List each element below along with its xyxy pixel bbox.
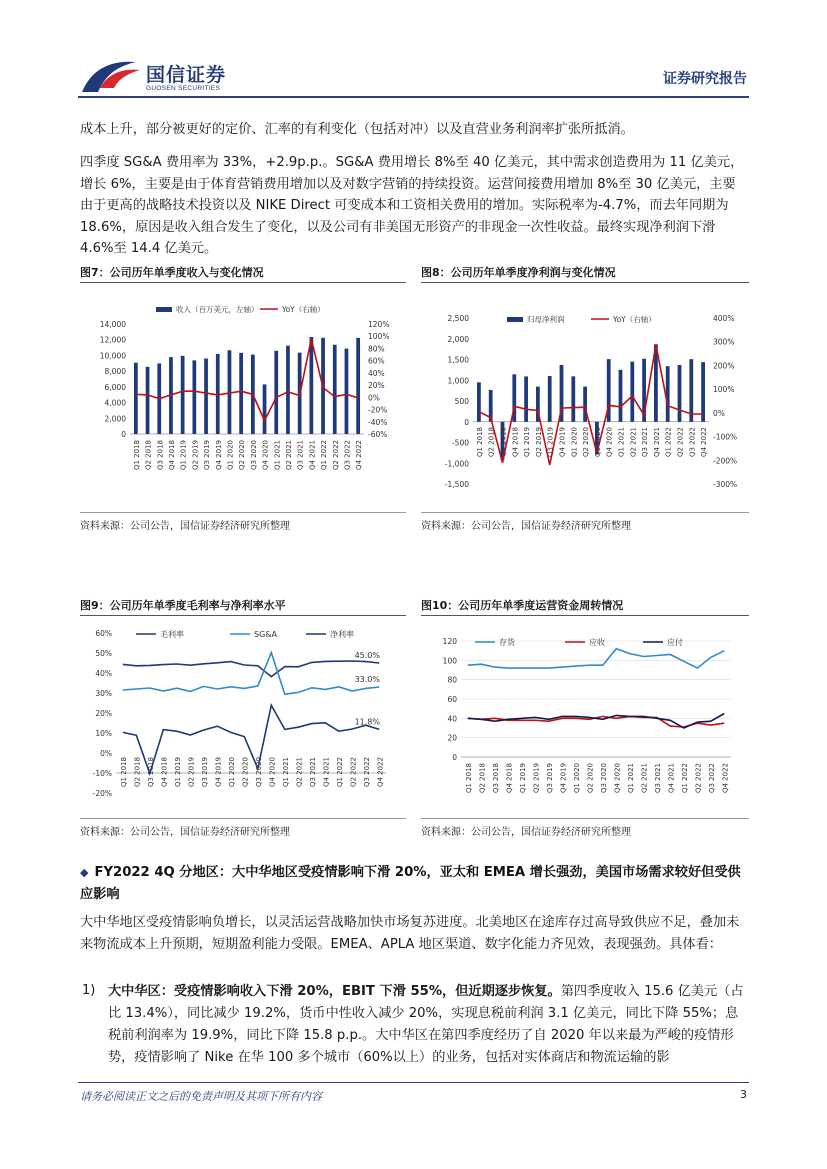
x-tick-label: Q1 2022 — [664, 427, 673, 458]
y-right-tick-label: 200% — [713, 361, 735, 371]
legend-line-label: YoY（右轴） — [282, 305, 325, 314]
x-tick-label: Q2 2018 — [133, 757, 142, 788]
fig7-source: 资料来源：公司公告，国信证券经济研究所整理 — [80, 521, 290, 532]
fig8-chart — [421, 284, 749, 510]
x-tick-label: Q2 2020 — [241, 757, 250, 788]
x-tick-label: Q4 2021 — [667, 763, 676, 794]
x-tick-label: Q1 2021 — [273, 440, 282, 471]
bar — [524, 376, 528, 421]
x-tick-label: Q4 2022 — [355, 440, 364, 471]
y-left-tick-label: -1,500 — [444, 480, 469, 489]
x-tick-label: Q4 2018 — [505, 763, 514, 794]
x-tick-label: Q4 2018 — [160, 757, 169, 788]
y-left-tick-label: 6,000 — [104, 382, 126, 392]
x-tick-label: Q2 2022 — [694, 763, 703, 794]
x-tick-label: Q2 2020 — [586, 763, 595, 794]
x-tick-label: Q3 2019 — [546, 427, 555, 458]
bar — [263, 384, 267, 434]
fig8-bottom-rule — [421, 512, 749, 513]
x-tick-label: Q4 2019 — [559, 763, 568, 794]
bar — [333, 345, 337, 434]
x-tick-label: Q3 2020 — [254, 757, 263, 788]
y-tick-label: 30% — [95, 689, 112, 698]
x-tick-label: Q3 2021 — [641, 427, 650, 458]
y-left-tick-label: 10,000 — [99, 351, 126, 361]
fig8-source: 资料来源：公司公告，国信证券经济研究所整理 — [421, 521, 631, 532]
series-line — [123, 661, 380, 677]
x-tick-label: Q1 2019 — [173, 757, 182, 788]
bar — [274, 351, 278, 434]
x-tick-label: Q3 2018 — [499, 427, 508, 458]
x-tick-label: Q4 2019 — [214, 757, 223, 788]
y-right-tick-label: 40% — [368, 368, 385, 378]
x-tick-label: Q1 2018 — [464, 763, 473, 794]
x-tick-label: Q3 2022 — [343, 440, 352, 471]
x-tick-label: Q3 2022 — [707, 763, 716, 794]
y-left-tick-label: 8,000 — [104, 367, 126, 377]
legend-label: 应付 — [667, 638, 683, 647]
x-tick-label: Q2 2021 — [640, 763, 649, 794]
y-right-tick-label: 20% — [368, 381, 385, 391]
section-heading — [80, 862, 750, 906]
legend-bar-swatch — [156, 307, 172, 312]
bar — [630, 362, 634, 422]
fig9-top-rule — [80, 615, 406, 616]
y-right-tick-label: -60% — [368, 430, 388, 439]
bar — [181, 356, 185, 434]
y-tick-label: 80 — [447, 675, 457, 685]
logo-english-name: GUOSEN SECURITIES — [146, 85, 221, 92]
x-tick-label: Q2 2020 — [582, 427, 591, 458]
x-tick-label: Q4 2022 — [721, 763, 730, 794]
fig7-bottom-rule — [80, 512, 406, 513]
document-type: 证券研究报告 — [663, 71, 747, 87]
bar — [477, 382, 481, 421]
x-tick-label: Q2 2021 — [295, 757, 304, 788]
bar — [701, 362, 705, 422]
x-tick-label: Q4 2018 — [511, 427, 520, 458]
legend-line-label: YoY（右轴） — [613, 315, 656, 324]
fig10-chart — [421, 617, 749, 817]
legend-bar-swatch — [507, 317, 523, 322]
page-number: 3 — [740, 1088, 747, 1101]
logo-chinese-name: 国信证券 — [146, 64, 227, 86]
x-tick-label: Q4 2022 — [376, 757, 385, 788]
y-right-tick-label: -200% — [713, 456, 738, 466]
y-right-tick-label: 100% — [713, 385, 735, 395]
y-tick-label: -10% — [92, 769, 112, 778]
legend-label: SG&A — [254, 630, 277, 639]
x-tick-label: Q4 2018 — [167, 440, 176, 471]
y-right-tick-label: -20% — [368, 405, 388, 415]
x-tick-label: Q2 2022 — [676, 427, 685, 458]
x-tick-label: Q4 2021 — [322, 757, 331, 788]
list-item — [108, 981, 748, 1069]
legend-label: 存货 — [499, 638, 515, 647]
bar — [286, 346, 290, 434]
y-left-tick-label: 2,500 — [447, 314, 469, 323]
x-tick-label: Q1 2020 — [572, 763, 581, 794]
x-tick-label: Q2 2022 — [331, 440, 340, 471]
x-tick-label: Q4 2019 — [214, 440, 223, 471]
y-tick-label: 10% — [95, 729, 112, 738]
x-tick-label: Q2 2020 — [238, 440, 247, 471]
y-left-tick-label: 4,000 — [104, 398, 126, 408]
x-tick-label: Q4 2020 — [261, 440, 270, 471]
paragraph-sga: 四季度 SG&A 费用率为 33%，+2.9p.p.。SG&A 费用增长 8%至 40 亿美元，其中需求创造费用为 11 亿美元，增长 6%，主要是由于体育营销费用增加以及对数字营销的持续投资。运营间接费用增加 8%至 30 亿美元，主要由于更高的战略技术投资以及 NIKE Direct 可变成本和工资相关费用的增加。实际税率为-4.7%，而去年同期为 18.6%，原因是收入组合发生了变化，以及公司有非美国无形资产的非现金一次性收益。最终实现净利润下滑 4.6%至 14.4 亿美元。 — [80, 155, 744, 256]
fig7-title: 图7：公司历年单季度收入与变化情况 — [80, 266, 264, 279]
y-right-tick-label: 80% — [368, 344, 385, 354]
bar — [204, 358, 208, 434]
bar — [345, 349, 349, 434]
x-tick-label: Q2 2019 — [532, 763, 541, 794]
y-right-tick-label: 400% — [713, 314, 735, 323]
guosen-logo-icon — [78, 58, 142, 94]
y-right-tick-label: 0% — [713, 408, 725, 418]
x-tick-label: Q1 2019 — [179, 440, 188, 471]
x-tick-label: Q4 2020 — [605, 427, 614, 458]
y-left-tick-label: -500 — [451, 438, 469, 448]
y-left-tick-label: 0 — [121, 430, 126, 439]
y-tick-label: 40% — [95, 669, 112, 678]
x-tick-label: Q4 2020 — [268, 757, 277, 788]
x-tick-label: Q3 2021 — [308, 757, 317, 788]
y-right-tick-label: -100% — [713, 432, 738, 442]
x-tick-label: Q3 2019 — [203, 440, 212, 471]
legend-label: 应收 — [589, 638, 605, 647]
x-tick-label: Q2 2018 — [478, 763, 487, 794]
x-tick-label: Q1 2022 — [320, 440, 329, 471]
bar — [689, 359, 693, 422]
x-tick-label: Q1 2020 — [227, 757, 236, 788]
bar — [239, 353, 243, 434]
series-line — [468, 649, 725, 668]
x-tick-label: Q4 2021 — [652, 427, 661, 458]
fig9-title: 图9：公司历年单季度毛利率与净利率水平 — [80, 599, 286, 612]
fig9-source: 资料来源：公司公告，国信证券经济研究所整理 — [80, 827, 290, 838]
x-tick-label: Q3 2019 — [200, 757, 209, 788]
x-tick-label: Q2 2022 — [349, 757, 358, 788]
x-tick-label: Q1 2018 — [475, 427, 484, 458]
y-left-tick-label: 12,000 — [99, 335, 126, 345]
bar — [619, 370, 623, 422]
y-tick-label: 60 — [447, 695, 457, 704]
footer-disclaimer: 请务必阅读正文之后的免责声明及其项下所有内容 — [80, 1090, 322, 1103]
bar — [583, 387, 587, 422]
bar — [146, 367, 150, 434]
y-tick-label: 50% — [95, 649, 112, 658]
y-right-tick-label: 0% — [368, 393, 380, 403]
page-header — [0, 0, 827, 100]
x-tick-label: Q1 2021 — [617, 427, 626, 458]
list-item-text: 第四季度收入 15.6 亿美元（占比 13.4%），同比减少 19.2%，货币中性收入减少 20%，实现息税前利润 3.1 亿美元，同比下降 55%；息税前利润率为 19.9%，同比下降 15.8 p.p.。大中华区在第四季度经历了自 2020 年以来最为严峻的疫情形势，疫情影响了 Nike 在华 100 多个城市（60%以上）的业务，包括对实体商店和物流运输的影 — [108, 984, 744, 1065]
fig10-bottom-rule — [421, 818, 749, 819]
bar — [548, 376, 552, 422]
y-tick-label: 100 — [442, 656, 457, 666]
y-left-tick-label: 14,000 — [99, 320, 126, 329]
series-line — [123, 653, 380, 695]
y-tick-label: 0 — [452, 753, 457, 762]
y-tick-label: 0% — [100, 749, 112, 758]
fig7-chart — [80, 284, 406, 510]
y-left-tick-label: -1,000 — [444, 459, 469, 469]
footer-divider — [78, 1082, 749, 1083]
header-divider — [78, 96, 749, 98]
x-tick-label: Q3 2019 — [545, 763, 554, 794]
fig10-source: 资料来源：公司公告，国信证券经济研究所整理 — [421, 827, 631, 838]
end-value-label: 45.0% — [354, 651, 380, 660]
x-tick-label: Q1 2020 — [570, 427, 579, 458]
x-tick-label: Q4 2019 — [558, 427, 567, 458]
y-tick-label: 20% — [95, 709, 112, 718]
y-tick-label: 40 — [447, 714, 457, 724]
x-tick-label: Q2 2018 — [487, 427, 496, 458]
y-right-tick-label: 60% — [368, 356, 385, 366]
fig9-bottom-rule — [80, 818, 406, 819]
x-tick-label: Q3 2022 — [688, 427, 697, 458]
x-tick-label: Q3 2021 — [653, 763, 662, 794]
x-tick-label: Q1 2019 — [518, 763, 527, 794]
section-heading-text: FY2022 4Q 分地区：大中华地区受疫情影响下滑 20%，亚太和 EMEA 增长强劲，美国市场需求较好但受供应影响 — [80, 865, 741, 902]
x-tick-label: Q3 2020 — [593, 427, 602, 458]
section-paragraph: 大中华地区受疫情影响负增长，以灵活运营战略加快市场复苏进度。北美地区在途库存过高导致供应不足，叠加未来物流成本上升预期，短期盈利能力受限。EMEA、APLA 地区渠道、数字化能力齐见效，表现强劲。具体看： — [80, 915, 740, 952]
x-tick-label: Q3 2022 — [362, 757, 371, 788]
fig9-chart — [80, 617, 406, 817]
x-tick-label: Q1 2019 — [523, 427, 532, 458]
paragraph-cost: 成本上升，部分被更好的定价、汇率的有利变化（包括对冲）以及直营业务利润率扩张所抵消。 — [80, 122, 634, 137]
bar — [356, 338, 360, 434]
x-tick-label: Q2 2019 — [191, 440, 200, 471]
x-tick-label: Q3 2018 — [156, 440, 165, 471]
x-tick-label: Q1 2022 — [335, 757, 344, 788]
fig10-top-rule — [421, 615, 749, 616]
bar — [309, 337, 313, 434]
end-value-label: 11.8% — [354, 717, 380, 727]
x-tick-label: Q4 2022 — [700, 427, 709, 458]
fig7-top-rule — [80, 282, 406, 283]
legend-bar-label: 收入（百万美元，左轴） — [176, 305, 259, 314]
x-tick-label: Q1 2022 — [680, 763, 689, 794]
fig10-title: 图10：公司历年单季度运营资金周转情况 — [421, 599, 624, 612]
bar — [134, 363, 138, 434]
x-tick-label: Q4 2021 — [308, 440, 317, 471]
y-left-tick-label: 2,000 — [104, 414, 126, 424]
y-left-tick-label: 1,000 — [447, 376, 469, 386]
y-left-tick-label: 0 — [464, 417, 469, 427]
y-right-tick-label: 120% — [368, 320, 390, 329]
end-value-label: 33.0% — [354, 675, 380, 684]
legend-bar-label: 归母净利润 — [527, 315, 565, 324]
y-tick-label: 120 — [442, 637, 457, 646]
x-tick-label: Q2 2021 — [284, 440, 293, 471]
y-left-tick-label: 500 — [454, 397, 469, 406]
y-right-tick-label: 300% — [713, 337, 735, 347]
x-tick-label: Q2 2019 — [187, 757, 196, 788]
x-tick-label: Q1 2021 — [281, 757, 290, 788]
x-tick-label: Q2 2019 — [534, 427, 543, 458]
x-tick-label: Q3 2020 — [249, 440, 258, 471]
list-item-bold: 大中华区：受疫情影响收入下滑 20%，EBIT 下滑 55%，但近期逐步恢复。 — [108, 984, 561, 999]
x-tick-label: Q3 2021 — [296, 440, 305, 471]
fig8-top-rule — [421, 282, 749, 283]
fig8-title: 图8：公司历年单季度净利润与变化情况 — [421, 266, 616, 279]
y-right-tick-label: -40% — [368, 417, 388, 427]
y-tick-label: -20% — [92, 789, 112, 798]
y-tick-label: 60% — [95, 629, 112, 638]
x-tick-label: Q4 2020 — [613, 763, 622, 794]
y-right-tick-label: -300% — [713, 480, 738, 489]
list-item-number: 1) — [82, 983, 96, 998]
diamond-bullet-icon: ◆ — [80, 866, 89, 879]
y-tick-label: 20 — [447, 733, 457, 743]
legend-label: 毛利率 — [160, 630, 184, 639]
bar — [571, 376, 575, 421]
bar — [666, 366, 670, 422]
y-left-tick-label: 2,000 — [447, 334, 469, 344]
x-tick-label: Q1 2018 — [132, 440, 141, 471]
y-left-tick-label: 1,500 — [447, 355, 469, 365]
x-tick-label: Q1 2020 — [226, 440, 235, 471]
x-tick-label: Q3 2020 — [599, 763, 608, 794]
x-tick-label: Q2 2018 — [144, 440, 153, 471]
x-tick-label: Q1 2021 — [626, 763, 635, 794]
y-right-tick-label: 100% — [368, 332, 390, 342]
x-tick-label: Q2 2021 — [629, 427, 638, 458]
x-tick-label: Q3 2018 — [146, 757, 155, 788]
x-tick-label: Q3 2018 — [491, 763, 500, 794]
bar — [678, 365, 682, 422]
bar — [192, 360, 196, 434]
x-tick-label: Q1 2018 — [119, 757, 128, 788]
legend-label: 净利率 — [330, 630, 354, 639]
